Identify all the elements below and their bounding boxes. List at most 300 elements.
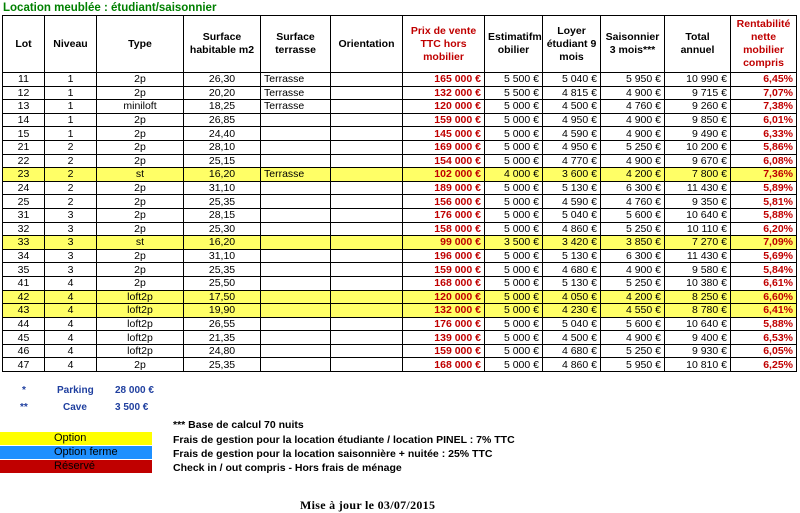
- cell-niveau: 1: [45, 113, 97, 127]
- cave-price: 3 500 €: [115, 402, 149, 413]
- cell-type: 2p: [97, 195, 184, 209]
- legend-reserve-label: Réservé: [54, 460, 95, 472]
- table-row: [3, 208, 797, 222]
- cell-terrasse: Terrasse: [261, 100, 331, 114]
- cell-prix: 120 000 €: [403, 100, 485, 114]
- cell-niveau: 1: [45, 73, 97, 87]
- cell-estimatif: 5 000 €: [485, 208, 543, 222]
- cell-saisonnier: 6 300 €: [601, 249, 665, 263]
- table-row: [3, 290, 797, 304]
- cell-loyer: 3 420 €: [543, 236, 601, 250]
- cell-lot: 34: [3, 249, 45, 263]
- cell-rentabilite: 5,86%: [731, 140, 797, 154]
- cell-saisonnier: 5 950 €: [601, 73, 665, 87]
- cell-terrasse: [261, 195, 331, 209]
- cell-prix: 120 000 €: [403, 290, 485, 304]
- table-row: [3, 181, 797, 195]
- cell-type: 2p: [97, 181, 184, 195]
- cell-total: 9 490 €: [665, 127, 731, 141]
- cell-prix: 176 000 €: [403, 317, 485, 331]
- cell-loyer: 4 500 €: [543, 331, 601, 345]
- cell-saisonnier: 4 900 €: [601, 263, 665, 277]
- table-row: [3, 317, 797, 331]
- cell-orientation: [331, 181, 403, 195]
- cell-loyer: 4 680 €: [543, 263, 601, 277]
- table-row: [3, 154, 797, 168]
- cell-surface: 19,90: [184, 304, 261, 318]
- cell-rentabilite: 6,45%: [731, 73, 797, 87]
- cell-saisonnier: 4 900 €: [601, 154, 665, 168]
- cell-lot: 24: [3, 181, 45, 195]
- update-date: Mise à jour le 03/07/2015: [300, 498, 436, 512]
- cell-prix: 165 000 €: [403, 73, 485, 87]
- cell-estimatif: 5 000 €: [485, 290, 543, 304]
- cell-lot: 13: [3, 100, 45, 114]
- cell-estimatif: 5 000 €: [485, 249, 543, 263]
- cell-total: 10 990 €: [665, 73, 731, 87]
- cell-orientation: [331, 73, 403, 87]
- cell-niveau: 2: [45, 140, 97, 154]
- cell-lot: 21: [3, 140, 45, 154]
- cell-estimatif: 5 000 €: [485, 127, 543, 141]
- parking-price: 28 000 €: [115, 385, 154, 396]
- cell-niveau: 2: [45, 168, 97, 182]
- cell-loyer: 4 500 €: [543, 100, 601, 114]
- cell-prix: 189 000 €: [403, 181, 485, 195]
- header-lot: Lot: [3, 16, 45, 73]
- table-row: [3, 263, 797, 277]
- cell-estimatif: 5 000 €: [485, 113, 543, 127]
- cell-surface: 17,50: [184, 290, 261, 304]
- cell-saisonnier: 5 950 €: [601, 358, 665, 372]
- cell-lot: 35: [3, 263, 45, 277]
- cell-orientation: [331, 344, 403, 358]
- cell-total: 7 270 €: [665, 236, 731, 250]
- cell-saisonnier: 5 250 €: [601, 344, 665, 358]
- cell-estimatif: 5 500 €: [485, 73, 543, 87]
- cell-total: 10 110 €: [665, 222, 731, 236]
- cave-label: Cave: [63, 402, 87, 413]
- cell-surface: 26,30: [184, 73, 261, 87]
- cell-niveau: 3: [45, 249, 97, 263]
- cell-rentabilite: 6,25%: [731, 358, 797, 372]
- cell-estimatif: 5 000 €: [485, 317, 543, 331]
- cell-saisonnier: 4 900 €: [601, 113, 665, 127]
- cell-niveau: 1: [45, 127, 97, 141]
- cell-niveau: 2: [45, 195, 97, 209]
- cell-lot: 41: [3, 276, 45, 290]
- cell-niveau: 2: [45, 154, 97, 168]
- cell-rentabilite: 5,81%: [731, 195, 797, 209]
- cell-surface: 24,80: [184, 344, 261, 358]
- cell-saisonnier: 4 760 €: [601, 100, 665, 114]
- cell-prix: 145 000 €: [403, 127, 485, 141]
- cell-total: 10 200 €: [665, 140, 731, 154]
- cell-orientation: [331, 358, 403, 372]
- cell-lot: 44: [3, 317, 45, 331]
- cell-saisonnier: 6 300 €: [601, 181, 665, 195]
- cell-surface: 20,20: [184, 86, 261, 100]
- cell-rentabilite: 5,89%: [731, 181, 797, 195]
- parking-label: Parking: [57, 385, 94, 396]
- cell-saisonnier: 5 250 €: [601, 140, 665, 154]
- cell-terrasse: [261, 249, 331, 263]
- cell-lot: 14: [3, 113, 45, 127]
- cell-type: loft2p: [97, 317, 184, 331]
- cell-terrasse: [261, 222, 331, 236]
- cell-total: 11 430 €: [665, 249, 731, 263]
- cell-terrasse: [261, 263, 331, 277]
- cell-niveau: 4: [45, 276, 97, 290]
- cell-estimatif: 5 000 €: [485, 140, 543, 154]
- cell-surface: 28,10: [184, 140, 261, 154]
- cell-niveau: 4: [45, 304, 97, 318]
- cell-rentabilite: 5,84%: [731, 263, 797, 277]
- cell-orientation: [331, 208, 403, 222]
- cell-total: 8 250 €: [665, 290, 731, 304]
- cell-orientation: [331, 263, 403, 277]
- cell-total: 9 400 €: [665, 331, 731, 345]
- cell-orientation: [331, 113, 403, 127]
- cell-estimatif: 5 000 €: [485, 154, 543, 168]
- cell-terrasse: [261, 331, 331, 345]
- cell-loyer: 4 950 €: [543, 113, 601, 127]
- cell-prix: 196 000 €: [403, 249, 485, 263]
- parking-marker: *: [22, 385, 26, 396]
- cell-surface: 25,35: [184, 358, 261, 372]
- table-row: [3, 127, 797, 141]
- cell-orientation: [331, 249, 403, 263]
- cell-loyer: 4 050 €: [543, 290, 601, 304]
- cell-lot: 23: [3, 168, 45, 182]
- cell-total: 7 800 €: [665, 168, 731, 182]
- cell-terrasse: [261, 304, 331, 318]
- cell-surface: 25,50: [184, 276, 261, 290]
- cell-saisonnier: 4 200 €: [601, 290, 665, 304]
- cell-loyer: 5 130 €: [543, 276, 601, 290]
- cell-prix: 154 000 €: [403, 154, 485, 168]
- cell-loyer: 5 040 €: [543, 73, 601, 87]
- cell-rentabilite: 6,60%: [731, 290, 797, 304]
- cell-orientation: [331, 140, 403, 154]
- table-body: [3, 73, 797, 372]
- cell-saisonnier: 4 900 €: [601, 127, 665, 141]
- cell-estimatif: 5 000 €: [485, 222, 543, 236]
- header-type: Type: [97, 16, 184, 73]
- table-row: [3, 195, 797, 209]
- cell-total: 9 350 €: [665, 195, 731, 209]
- cell-estimatif: 5 000 €: [485, 358, 543, 372]
- cell-rentabilite: 5,88%: [731, 317, 797, 331]
- cell-total: 8 780 €: [665, 304, 731, 318]
- cell-orientation: [331, 331, 403, 345]
- cell-type: 2p: [97, 127, 184, 141]
- cell-total: 9 930 €: [665, 344, 731, 358]
- cell-type: 2p: [97, 154, 184, 168]
- cell-saisonnier: 4 900 €: [601, 331, 665, 345]
- cell-rentabilite: 6,61%: [731, 276, 797, 290]
- cell-terrasse: [261, 344, 331, 358]
- cave-marker: **: [20, 402, 28, 413]
- cell-surface: 31,10: [184, 181, 261, 195]
- cell-estimatif: 5 000 €: [485, 263, 543, 277]
- cell-loyer: 4 770 €: [543, 154, 601, 168]
- cell-surface: 16,20: [184, 168, 261, 182]
- cell-saisonnier: 5 250 €: [601, 222, 665, 236]
- cell-surface: 24,40: [184, 127, 261, 141]
- table-row: [3, 140, 797, 154]
- cell-surface: 18,25: [184, 100, 261, 114]
- cell-rentabilite: 5,88%: [731, 208, 797, 222]
- cell-saisonnier: 3 850 €: [601, 236, 665, 250]
- cell-niveau: 3: [45, 222, 97, 236]
- cell-niveau: 4: [45, 317, 97, 331]
- table-row: [3, 100, 797, 114]
- cell-niveau: 1: [45, 100, 97, 114]
- cell-type: 2p: [97, 86, 184, 100]
- legend-option-ferme-label: Option ferme: [54, 446, 118, 458]
- note-frais-etudiante: Frais de gestion pour la location étudiante / location PINEL : 7% TTC: [173, 434, 515, 446]
- cell-estimatif: 5 000 €: [485, 181, 543, 195]
- header-prix: Prix de vente TTC hors mobilier: [403, 16, 485, 73]
- cell-orientation: [331, 168, 403, 182]
- cell-niveau: 3: [45, 208, 97, 222]
- cell-total: 9 580 €: [665, 263, 731, 277]
- cell-terrasse: Terrasse: [261, 73, 331, 87]
- cell-surface: 25,35: [184, 195, 261, 209]
- cell-total: 9 715 €: [665, 86, 731, 100]
- cell-type: 2p: [97, 249, 184, 263]
- header-loyer: Loyer étudiant 9 mois: [543, 16, 601, 73]
- cell-rentabilite: 6,05%: [731, 344, 797, 358]
- cell-orientation: [331, 304, 403, 318]
- cell-loyer: 4 815 €: [543, 86, 601, 100]
- cell-lot: 25: [3, 195, 45, 209]
- cell-total: 10 380 €: [665, 276, 731, 290]
- cell-surface: 26,55: [184, 317, 261, 331]
- cell-total: 10 810 €: [665, 358, 731, 372]
- cell-surface: 25,30: [184, 222, 261, 236]
- cell-rentabilite: 6,53%: [731, 331, 797, 345]
- cell-orientation: [331, 236, 403, 250]
- table-row: [3, 331, 797, 345]
- cell-rentabilite: 6,01%: [731, 113, 797, 127]
- cell-terrasse: [261, 113, 331, 127]
- cell-orientation: [331, 195, 403, 209]
- cell-rentabilite: 7,36%: [731, 168, 797, 182]
- cell-lot: 12: [3, 86, 45, 100]
- cell-total: 9 260 €: [665, 100, 731, 114]
- cell-type: miniloft: [97, 100, 184, 114]
- table-header-row: [3, 16, 797, 73]
- cell-type: 2p: [97, 208, 184, 222]
- cell-terrasse: [261, 154, 331, 168]
- cell-total: 10 640 €: [665, 317, 731, 331]
- cell-loyer: 3 600 €: [543, 168, 601, 182]
- cell-loyer: 4 590 €: [543, 127, 601, 141]
- cell-loyer: 4 680 €: [543, 344, 601, 358]
- cell-rentabilite: 6,33%: [731, 127, 797, 141]
- cell-prix: 99 000 €: [403, 236, 485, 250]
- cell-total: 11 430 €: [665, 181, 731, 195]
- cell-terrasse: [261, 317, 331, 331]
- cell-total: 9 850 €: [665, 113, 731, 127]
- cell-type: loft2p: [97, 331, 184, 345]
- cell-terrasse: [261, 236, 331, 250]
- cell-lot: 33: [3, 236, 45, 250]
- cell-surface: 26,85: [184, 113, 261, 127]
- cell-rentabilite: 6,20%: [731, 222, 797, 236]
- cell-prix: 169 000 €: [403, 140, 485, 154]
- cell-saisonnier: 5 600 €: [601, 208, 665, 222]
- cell-total: 9 670 €: [665, 154, 731, 168]
- cell-loyer: 5 040 €: [543, 208, 601, 222]
- cell-estimatif: 5 000 €: [485, 331, 543, 345]
- cell-saisonnier: 4 760 €: [601, 195, 665, 209]
- cell-terrasse: [261, 290, 331, 304]
- cell-niveau: 4: [45, 290, 97, 304]
- table-row: [3, 358, 797, 372]
- cell-prix: 168 000 €: [403, 276, 485, 290]
- cell-lot: 32: [3, 222, 45, 236]
- cell-rentabilite: 6,08%: [731, 154, 797, 168]
- cell-estimatif: 5 000 €: [485, 344, 543, 358]
- cell-prix: 132 000 €: [403, 86, 485, 100]
- cell-lot: 45: [3, 331, 45, 345]
- cell-loyer: 5 130 €: [543, 249, 601, 263]
- cell-estimatif: 5 000 €: [485, 276, 543, 290]
- cell-type: st: [97, 236, 184, 250]
- cell-terrasse: Terrasse: [261, 86, 331, 100]
- cell-lot: 15: [3, 127, 45, 141]
- cell-lot: 47: [3, 358, 45, 372]
- cell-prix: 176 000 €: [403, 208, 485, 222]
- cell-prix: 159 000 €: [403, 113, 485, 127]
- cell-niveau: 4: [45, 331, 97, 345]
- cell-loyer: 4 590 €: [543, 195, 601, 209]
- cell-loyer: 4 860 €: [543, 358, 601, 372]
- cell-surface: 28,15: [184, 208, 261, 222]
- table-row: [3, 276, 797, 290]
- table-row: [3, 168, 797, 182]
- cell-lot: 43: [3, 304, 45, 318]
- cell-orientation: [331, 100, 403, 114]
- cell-terrasse: Terrasse: [261, 168, 331, 182]
- header-terrasse: Surface terrasse: [261, 16, 331, 73]
- cell-orientation: [331, 317, 403, 331]
- cell-estimatif: 5 000 €: [485, 304, 543, 318]
- cell-niveau: 2: [45, 181, 97, 195]
- cell-type: 2p: [97, 263, 184, 277]
- cell-terrasse: [261, 276, 331, 290]
- table-row: [3, 304, 797, 318]
- cell-estimatif: 3 500 €: [485, 236, 543, 250]
- cell-type: 2p: [97, 276, 184, 290]
- note-base-calcul: *** Base de calcul 70 nuits: [173, 419, 304, 431]
- cell-surface: 16,20: [184, 236, 261, 250]
- note-frais-saisonniere: Frais de gestion pour la location saisonnière + nuitée : 25% TTC: [173, 448, 493, 460]
- table-row: [3, 236, 797, 250]
- cell-type: 2p: [97, 222, 184, 236]
- cell-prix: 158 000 €: [403, 222, 485, 236]
- cell-type: loft2p: [97, 290, 184, 304]
- header-orientation: Orientation: [331, 16, 403, 73]
- cell-rentabilite: 7,09%: [731, 236, 797, 250]
- cell-terrasse: [261, 127, 331, 141]
- cell-loyer: 4 860 €: [543, 222, 601, 236]
- cell-lot: 11: [3, 73, 45, 87]
- table-row: [3, 73, 797, 87]
- cell-type: 2p: [97, 358, 184, 372]
- legend-option-label: Option: [54, 432, 87, 444]
- cell-orientation: [331, 154, 403, 168]
- cell-saisonnier: 4 200 €: [601, 168, 665, 182]
- cell-loyer: 4 230 €: [543, 304, 601, 318]
- cell-saisonnier: 4 550 €: [601, 304, 665, 318]
- table-row: [3, 222, 797, 236]
- cell-surface: 25,15: [184, 154, 261, 168]
- cell-terrasse: [261, 208, 331, 222]
- header-rentabilite: Rentabilité nette mobilier compris: [731, 16, 797, 73]
- cell-estimatif: 5 000 €: [485, 100, 543, 114]
- lots-table: [2, 15, 797, 372]
- cell-prix: 102 000 €: [403, 168, 485, 182]
- cell-surface: 21,35: [184, 331, 261, 345]
- cell-loyer: 4 950 €: [543, 140, 601, 154]
- table-row: [3, 344, 797, 358]
- cell-orientation: [331, 222, 403, 236]
- cell-terrasse: [261, 140, 331, 154]
- cell-niveau: 4: [45, 358, 97, 372]
- cell-prix: 132 000 €: [403, 304, 485, 318]
- cell-orientation: [331, 290, 403, 304]
- cell-estimatif: 5 000 €: [485, 195, 543, 209]
- cell-saisonnier: 5 250 €: [601, 276, 665, 290]
- cell-loyer: 5 130 €: [543, 181, 601, 195]
- header-niveau: Niveau: [45, 16, 97, 73]
- cell-rentabilite: 7,38%: [731, 100, 797, 114]
- cell-prix: 139 000 €: [403, 331, 485, 345]
- cell-surface: 31,10: [184, 249, 261, 263]
- cell-loyer: 5 040 €: [543, 317, 601, 331]
- table-row: [3, 113, 797, 127]
- cell-prix: 168 000 €: [403, 358, 485, 372]
- page-title: Location meublée : étudiant/saisonnier: [3, 2, 217, 14]
- cell-saisonnier: 5 600 €: [601, 317, 665, 331]
- cell-rentabilite: 6,41%: [731, 304, 797, 318]
- cell-orientation: [331, 276, 403, 290]
- cell-type: loft2p: [97, 344, 184, 358]
- cell-terrasse: [261, 181, 331, 195]
- cell-lot: 46: [3, 344, 45, 358]
- cell-type: 2p: [97, 73, 184, 87]
- cell-terrasse: [261, 358, 331, 372]
- cell-lot: 31: [3, 208, 45, 222]
- cell-orientation: [331, 127, 403, 141]
- cell-type: st: [97, 168, 184, 182]
- note-checkin: Check in / out compris - Hors frais de ménage: [173, 462, 402, 474]
- footer-area: [0, 385, 800, 513]
- cell-orientation: [331, 86, 403, 100]
- cell-type: loft2p: [97, 304, 184, 318]
- cell-lot: 42: [3, 290, 45, 304]
- header-estimatif: Estimatifm obilier: [485, 16, 543, 73]
- cell-niveau: 3: [45, 236, 97, 250]
- cell-rentabilite: 7,07%: [731, 86, 797, 100]
- table-row: [3, 249, 797, 263]
- cell-type: 2p: [97, 140, 184, 154]
- cell-total: 10 640 €: [665, 208, 731, 222]
